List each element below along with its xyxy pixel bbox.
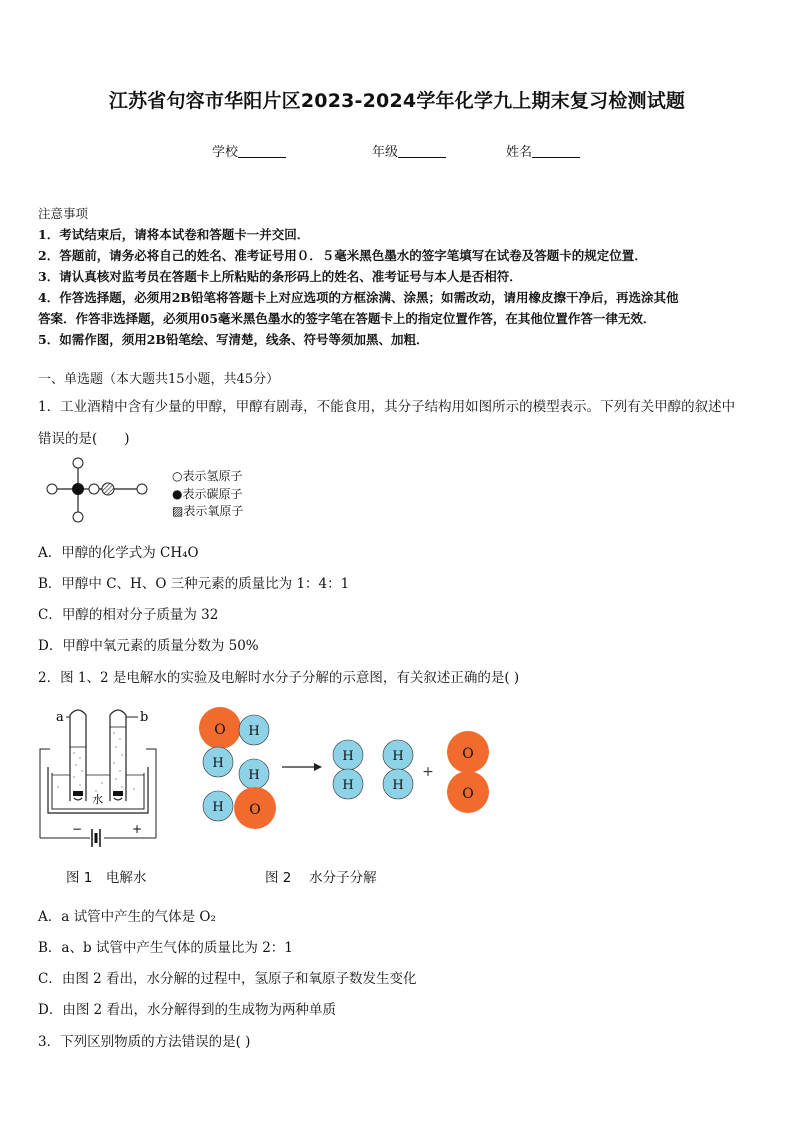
note-item: 1．考试结束后，请将本试卷和答题卡一并交回．: [38, 227, 310, 242]
grade-blank[interactable]: [398, 145, 446, 158]
plus-sign: +: [422, 764, 434, 780]
figure2-caption: 图 2 水分子分解: [265, 870, 377, 886]
school-label: 学校: [212, 145, 239, 160]
legend-hydrogen: ○表示氢原子: [172, 469, 243, 483]
q2-stem: 2．图 1、2 是电解水的实验及电解时水分子分解的示意图，有关叙述正确的是( ): [38, 670, 520, 686]
hydrogen-atom: [137, 484, 147, 494]
hydrogen-atom: [73, 512, 83, 522]
grade-field: [372, 141, 446, 160]
name-blank[interactable]: [532, 145, 580, 158]
note-item: 2．答题前，请务必将自己的姓名、准考证号用０．５毫米黑色墨水的签字笔填写在试卷及答题卡的规定位置．: [38, 248, 647, 263]
oxygen-molecule: [447, 731, 489, 813]
label-a: a: [56, 710, 64, 725]
note-item: 4．作答选择题，必须用2B铅笔将答题卡上对应选项的方框涂满、涂黑；如需改动，请用橡皮擦干净后，再选涂其他: [38, 290, 679, 305]
q2-option-c: C．由图 2 看出，水分解的过程中，氢原子和氧原子数发生变化: [38, 971, 417, 987]
minus-sign: −: [72, 822, 83, 836]
q2-option-d: D．由图 2 看出，水分解得到的生成物为两种单质: [38, 1002, 336, 1018]
methanol-molecule-model: [38, 453, 158, 528]
note-item: 5．如需作图，须用2B铅笔绘、写清楚，线条、符号等须加黑、加粗．: [38, 332, 429, 347]
water-label: 水: [92, 793, 103, 806]
q2-option-b: B．a、b 试管中产生气体的质量比为 2：1: [38, 940, 293, 956]
q1-option-b: B．甲醇中 C、H、O 三种元素的质量比为 1：4：1: [38, 576, 350, 592]
q1-option-a: A．甲醇的化学式为 CH₄O: [38, 545, 199, 561]
svg-text:O: O: [462, 746, 474, 762]
svg-text:H: H: [342, 749, 354, 764]
water-decomposition-diagram: [196, 704, 496, 840]
svg-text:H: H: [342, 778, 354, 793]
q3-stem: 3．下列区别物质的方法错误的是( ): [38, 1034, 251, 1050]
svg-text:O: O: [249, 802, 261, 818]
svg-text:H: H: [392, 749, 404, 764]
svg-text:H: H: [248, 724, 260, 739]
q1-stem-line1: 1．工业酒精中含有少量的甲醇，甲醇有剧毒，不能食用，其分子结构用如图所示的模型表示。下列有关甲醇的叙述中: [38, 399, 736, 415]
notes-heading: 注意事项: [38, 206, 89, 221]
svg-text:H: H: [248, 768, 260, 783]
svg-text:H: H: [212, 800, 224, 815]
note-item: 答案．作答非选择题，必须用05毫米黑色墨水的签字笔在答题卡上的指定位置作答，在其他位置作答一律无效．: [38, 311, 656, 326]
plus-sign: +: [132, 822, 143, 836]
electrolysis-apparatus: [38, 703, 178, 863]
q2-option-a: A．a 试管中产生的气体是 O₂: [38, 909, 216, 925]
legend-carbon: ●表示碳原子: [172, 487, 243, 501]
hydrogen-atom: [47, 484, 57, 494]
school-blank[interactable]: [238, 145, 286, 158]
notes-section: [38, 203, 758, 350]
svg-text:O: O: [214, 722, 226, 738]
hydrogen-molecule-1: [333, 740, 363, 799]
hydrogen-atom: [73, 458, 83, 468]
q1-stem-line2: 错误的是( ): [38, 431, 130, 447]
q1-option-d: D．甲醇中氧元素的质量分数为 50%: [38, 638, 259, 654]
grade-label: 年级: [372, 145, 399, 160]
figure1-caption: 图 1 电解水: [66, 870, 147, 886]
name-label: 姓名: [506, 145, 533, 160]
hydrogen-molecule-2: [383, 740, 413, 799]
carbon-atom: [72, 483, 84, 495]
svg-text:H: H: [392, 778, 404, 793]
school-field: [212, 141, 286, 160]
q1-option-c: C．甲醇的相对分子质量为 32: [38, 607, 219, 623]
hydrogen-atom: [89, 484, 99, 494]
name-field: [506, 141, 580, 160]
page-title: 江苏省句容市华阳片区2023-2024学年化学九上期末复习检测试题: [108, 90, 686, 112]
legend-oxygen: ▨表示氧原子: [172, 504, 244, 518]
note-item: 3．请认真核对监考员在答题卡上所粘贴的条形码上的姓名、准考证号与本人是否相符．: [38, 269, 522, 284]
label-b: b: [140, 710, 149, 725]
oxygen-atom: [102, 483, 114, 495]
svg-text:H: H: [212, 756, 224, 771]
section-heading: 一、单选题（本大题共15小题，共45分）: [38, 372, 280, 387]
svg-text:O: O: [462, 786, 474, 802]
